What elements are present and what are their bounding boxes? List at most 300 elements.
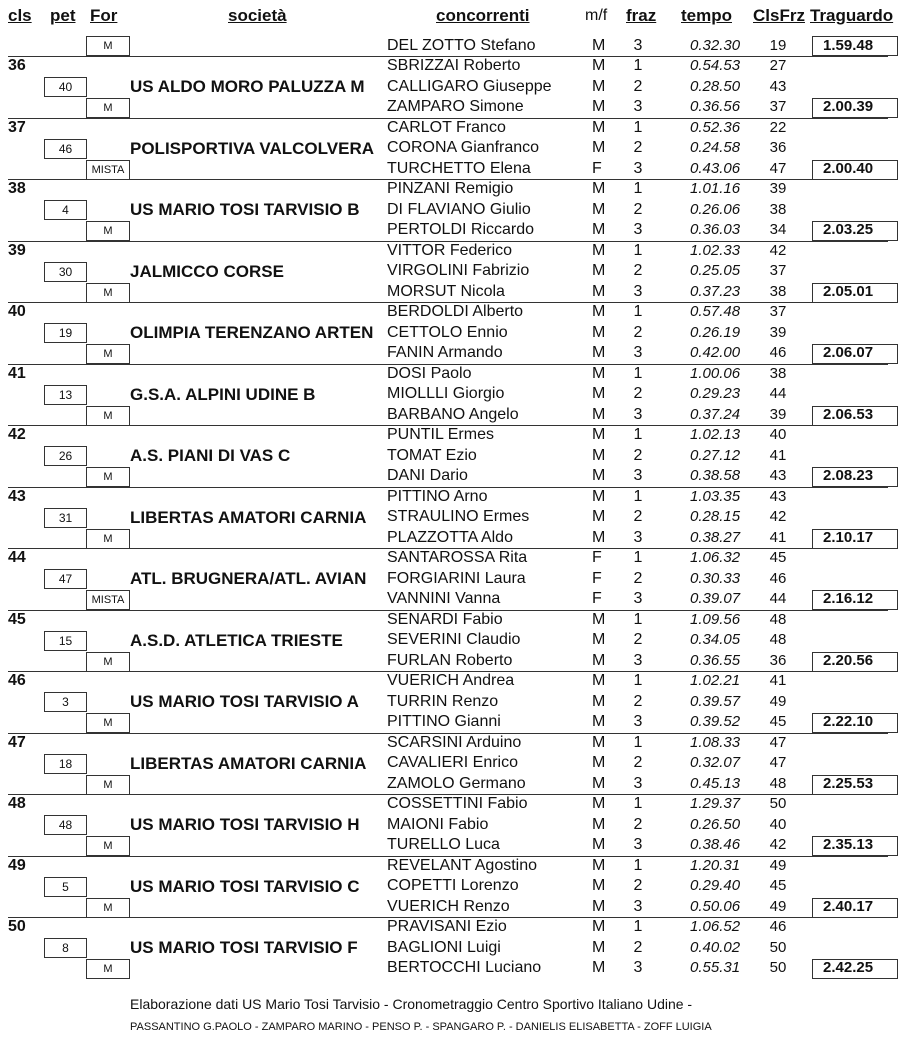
runner-clsfrz: 40 bbox=[769, 426, 787, 443]
header-fraz: fraz bbox=[626, 6, 657, 25]
runner-sex: M bbox=[592, 508, 606, 525]
runner-name: SANTAROSSA Rita bbox=[387, 549, 528, 566]
runner-clsfrz: 45 bbox=[769, 713, 787, 730]
runner-fraz: 3 bbox=[633, 159, 643, 177]
runner-clsfrz: 37 bbox=[769, 98, 787, 115]
runner-name: FURLAN Roberto bbox=[387, 651, 513, 669]
runner-time: 1.02.33 bbox=[690, 241, 741, 259]
runner-fraz: 2 bbox=[633, 631, 643, 648]
runner-time: 0.29.40 bbox=[690, 877, 741, 894]
runner-fraz: 3 bbox=[633, 836, 643, 853]
category-label: M bbox=[86, 283, 130, 303]
runner-time: 0.39.57 bbox=[690, 692, 741, 710]
runner-clsfrz: 48 bbox=[769, 631, 787, 648]
runner-name: FANIN Armando bbox=[387, 344, 503, 361]
runner-fraz: 3 bbox=[633, 37, 643, 54]
runner-clsfrz: 50 bbox=[769, 795, 787, 812]
runner-fraz: 1 bbox=[633, 118, 643, 136]
runner-row bbox=[0, 56, 910, 77]
bib-number: 40 bbox=[44, 77, 87, 97]
runner-sex: M bbox=[592, 918, 606, 935]
runner-name: VIRGOLINI Fabrizio bbox=[387, 262, 530, 279]
runner-sex: M bbox=[592, 262, 606, 279]
runner-clsfrz: 48 bbox=[769, 610, 787, 628]
runner-name: TURELLO Luca bbox=[387, 836, 500, 853]
runner-fraz: 2 bbox=[633, 508, 643, 525]
team-block bbox=[0, 671, 910, 733]
runner-name: TURRIN Renzo bbox=[387, 692, 499, 710]
runner-time: 0.39.52 bbox=[690, 713, 741, 730]
runner-time: 0.27.12 bbox=[690, 446, 741, 464]
runner-clsfrz: 50 bbox=[769, 959, 787, 976]
traguardo-time: 2.05.01 bbox=[823, 282, 874, 300]
team-rank: 50 bbox=[8, 918, 26, 935]
runner-row bbox=[0, 589, 910, 610]
runner-clsfrz: 45 bbox=[769, 877, 787, 894]
runner-fraz: 2 bbox=[633, 200, 643, 218]
traguardo-time: 2.42.25 bbox=[823, 959, 874, 976]
footer-staff: PASSANTINO G.PAOLO - ZAMPARO MARINO - PENSO P. - SPANGARO P. - DANIELIS ELISABETTA - ZOFF LUIGIA bbox=[130, 1021, 712, 1033]
runner-name: CALLIGARO Giuseppe bbox=[387, 77, 552, 95]
runner-sex: M bbox=[592, 631, 606, 648]
runner-name: BERDOLDI Alberto bbox=[387, 303, 524, 320]
runner-row bbox=[0, 343, 910, 364]
runner-row bbox=[0, 651, 910, 672]
team-name: LIBERTAS AMATORI CARNIA bbox=[130, 507, 367, 527]
runner-name: SEVERINI Claudio bbox=[387, 631, 521, 648]
runner-time: 0.42.00 bbox=[690, 344, 741, 361]
bib-number: 8 bbox=[44, 938, 87, 958]
runner-clsfrz: 49 bbox=[769, 897, 787, 915]
runner-name: TOMAT Ezio bbox=[387, 446, 477, 464]
header-mf: m/f bbox=[585, 7, 608, 24]
runner-clsfrz: 27 bbox=[769, 57, 787, 74]
runner-sex: M bbox=[592, 815, 606, 833]
runner-clsfrz: 41 bbox=[769, 446, 787, 464]
bib-number: 5 bbox=[44, 877, 87, 897]
runner-time: 0.32.07 bbox=[690, 754, 741, 771]
runner-clsfrz: 19 bbox=[769, 37, 787, 54]
runner-time: 0.28.50 bbox=[690, 77, 741, 95]
runner-clsfrz: 44 bbox=[769, 590, 787, 607]
bib-number: 3 bbox=[44, 692, 87, 712]
runner-fraz: 1 bbox=[633, 426, 643, 443]
runner-name: COSSETTINI Fabio bbox=[387, 795, 528, 812]
runner-row bbox=[0, 528, 910, 549]
runner-sex: M bbox=[592, 938, 606, 956]
runner-name: CARLOT Franco bbox=[387, 118, 506, 136]
header-concorrenti: concorrenti bbox=[436, 6, 530, 25]
runner-clsfrz: 46 bbox=[769, 918, 787, 935]
runner-time: 0.29.23 bbox=[690, 385, 741, 402]
runner-name: PITTINO Gianni bbox=[387, 713, 501, 730]
runner-name: PITTINO Arno bbox=[387, 487, 488, 505]
traguardo-time: 2.06.53 bbox=[823, 405, 874, 423]
runner-clsfrz: 41 bbox=[769, 528, 787, 546]
runner-name: MORSUT Nicola bbox=[387, 282, 505, 300]
team-rank: 47 bbox=[8, 733, 26, 751]
runner-clsfrz: 50 bbox=[769, 938, 787, 956]
runner-fraz: 1 bbox=[633, 303, 643, 320]
runner-name: BAGLIONI Luigi bbox=[387, 938, 501, 956]
runner-row bbox=[0, 733, 910, 754]
runner-clsfrz: 36 bbox=[769, 139, 787, 156]
runner-fraz: 3 bbox=[633, 897, 643, 915]
bib-number: 46 bbox=[44, 139, 87, 159]
runner-time: 1.00.06 bbox=[690, 364, 741, 382]
runner-clsfrz: 37 bbox=[769, 262, 787, 279]
runner-sex: M bbox=[592, 528, 606, 546]
runner-sex: M bbox=[592, 282, 606, 300]
runner-time: 1.02.13 bbox=[690, 426, 741, 443]
runner-sex: M bbox=[592, 651, 606, 669]
runner-row bbox=[0, 302, 910, 323]
runner-sex: M bbox=[592, 713, 606, 730]
bib-number: 26 bbox=[44, 446, 87, 466]
team-rank: 42 bbox=[8, 426, 26, 443]
runner-sex: M bbox=[592, 692, 606, 710]
runner-name: STRAULINO Ermes bbox=[387, 508, 530, 525]
runner-name: ZAMPARO Simone bbox=[387, 98, 524, 115]
runner-fraz: 3 bbox=[633, 713, 643, 730]
category-label: M bbox=[86, 959, 130, 979]
runner-time: 0.54.53 bbox=[690, 57, 741, 74]
runner-sex: M bbox=[592, 733, 606, 751]
team-rank: 45 bbox=[8, 610, 26, 628]
runner-fraz: 2 bbox=[633, 938, 643, 956]
for-label: M bbox=[86, 36, 130, 56]
runner-sex: M bbox=[592, 959, 606, 976]
runner-row bbox=[0, 958, 910, 979]
category-label: M bbox=[86, 221, 130, 241]
runner-fraz: 1 bbox=[633, 610, 643, 628]
team-rank: 38 bbox=[8, 180, 26, 197]
category-label: M bbox=[86, 406, 130, 426]
runner-clsfrz: 47 bbox=[769, 754, 787, 771]
runner-fraz: 3 bbox=[633, 774, 643, 792]
runner-sex: M bbox=[592, 221, 606, 238]
team-block bbox=[0, 118, 910, 180]
runner-sex: M bbox=[592, 303, 606, 320]
runner-clsfrz: 43 bbox=[769, 77, 787, 95]
runner-time: 0.37.23 bbox=[690, 282, 741, 300]
runner-sex: M bbox=[592, 856, 606, 874]
runner-name: CETTOLO Ennio bbox=[387, 323, 508, 341]
team-rank: 37 bbox=[8, 118, 26, 136]
top-partial-row bbox=[0, 34, 910, 56]
team-block bbox=[0, 610, 910, 672]
traguardo-time: 2.35.13 bbox=[823, 836, 874, 853]
team-rank: 44 bbox=[8, 549, 26, 566]
runner-fraz: 1 bbox=[633, 856, 643, 874]
runner-time: 1.06.52 bbox=[690, 918, 741, 935]
runner-fraz: 3 bbox=[633, 651, 643, 669]
category-label: M bbox=[86, 529, 130, 549]
team-block bbox=[0, 917, 910, 979]
team-name: US MARIO TOSI TARVISIO F bbox=[130, 938, 358, 957]
runner-row bbox=[0, 548, 910, 569]
runner-row bbox=[0, 241, 910, 262]
runner-sex: M bbox=[592, 754, 606, 771]
header-clsfrz: ClsFrz bbox=[753, 6, 805, 25]
runner-name: VUERICH Andrea bbox=[387, 672, 515, 689]
runner-time: 0.36.56 bbox=[690, 98, 741, 115]
runner-time: 0.26.50 bbox=[690, 815, 741, 833]
traguardo-time: 2.06.07 bbox=[823, 344, 874, 361]
runner-name: SENARDI Fabio bbox=[387, 610, 503, 628]
runner-time: 0.45.13 bbox=[690, 774, 741, 792]
header-tempo: tempo bbox=[681, 6, 732, 25]
header-for: For bbox=[90, 6, 118, 25]
team-name: LIBERTAS AMATORI CARNIA bbox=[130, 753, 367, 773]
runner-time: 0.40.02 bbox=[690, 938, 741, 956]
runner-row bbox=[0, 159, 910, 180]
bib-number: 48 bbox=[44, 815, 87, 835]
traguardo-time: 2.08.23 bbox=[823, 467, 874, 484]
runner-sex: M bbox=[592, 364, 606, 382]
team-block bbox=[0, 179, 910, 241]
category-label: M bbox=[86, 467, 130, 487]
runner-fraz: 1 bbox=[633, 241, 643, 259]
runner-time: 1.06.32 bbox=[690, 549, 741, 566]
runner-sex: M bbox=[592, 200, 606, 218]
category-label: M bbox=[86, 898, 130, 918]
runner-row bbox=[0, 118, 910, 139]
bib-number: 30 bbox=[44, 262, 87, 282]
runner-fraz: 2 bbox=[633, 262, 643, 279]
runner-clsfrz: 45 bbox=[769, 549, 787, 566]
runner-name: REVELANT Agostino bbox=[387, 856, 538, 874]
runner-row bbox=[0, 753, 910, 774]
runner-row bbox=[0, 220, 910, 241]
category-label: M bbox=[86, 344, 130, 364]
team-block bbox=[0, 364, 910, 426]
team-block bbox=[0, 302, 910, 364]
team-block bbox=[0, 733, 910, 795]
runner-row bbox=[0, 610, 910, 631]
runner-sex: M bbox=[592, 795, 606, 812]
team-block bbox=[0, 241, 910, 303]
traguardo-time: 2.00.39 bbox=[823, 98, 874, 115]
runner-name: PUNTIL Ermes bbox=[387, 426, 494, 443]
runner-fraz: 1 bbox=[633, 57, 643, 74]
runner-fraz: 2 bbox=[633, 692, 643, 710]
runner-sex: M bbox=[592, 610, 606, 628]
runner-clsfrz: 22 bbox=[769, 118, 787, 136]
runner-sex: M bbox=[592, 118, 606, 136]
runner-clsfrz: 42 bbox=[769, 836, 787, 853]
runner-fraz: 2 bbox=[633, 815, 643, 833]
runner-row bbox=[0, 364, 910, 385]
runner-fraz: 3 bbox=[633, 282, 643, 300]
runner-time: 0.43.06 bbox=[690, 159, 741, 177]
runner-sex: M bbox=[592, 426, 606, 443]
header-cls: cls bbox=[8, 6, 32, 25]
runner-time: 0.34.05 bbox=[690, 631, 741, 648]
runner-name: MAIONI Fabio bbox=[387, 815, 489, 833]
runner-fraz: 3 bbox=[633, 221, 643, 238]
runner-row bbox=[0, 97, 910, 118]
traguardo-time: 2.25.53 bbox=[823, 774, 874, 792]
category-label: M bbox=[86, 836, 130, 856]
runner-row bbox=[0, 466, 910, 487]
runner-sex: M bbox=[592, 344, 606, 361]
runner-fraz: 2 bbox=[633, 446, 643, 464]
runner-row bbox=[0, 384, 910, 405]
runner-sex: M bbox=[592, 836, 606, 853]
runner-name: VITTOR Federico bbox=[387, 241, 513, 259]
runner-sex: M bbox=[592, 446, 606, 464]
runner-fraz: 2 bbox=[633, 323, 643, 341]
runner-clsfrz: 44 bbox=[769, 385, 787, 402]
runner-row bbox=[0, 179, 910, 200]
team-name: G.S.A. ALPINI UDINE B bbox=[130, 384, 316, 404]
runner-sex: M bbox=[592, 98, 606, 115]
runner-fraz: 3 bbox=[633, 405, 643, 423]
team-name: ATL. BRUGNERA/ATL. AVIAN bbox=[130, 569, 367, 588]
category-label: M bbox=[86, 98, 130, 118]
runner-name: PLAZZOTTA Aldo bbox=[387, 528, 513, 546]
runner-row bbox=[0, 77, 910, 98]
runner-name: COPETTI Lorenzo bbox=[387, 877, 519, 894]
runner-fraz: 3 bbox=[633, 467, 643, 484]
runner-clsfrz: 39 bbox=[769, 180, 787, 197]
results-table bbox=[0, 56, 910, 979]
traguardo-time: 1.59.48 bbox=[823, 37, 874, 54]
runner-time: 1.03.35 bbox=[690, 487, 741, 505]
runner-time: 0.32.30 bbox=[690, 37, 741, 54]
runner-row bbox=[0, 569, 910, 590]
runner-row bbox=[0, 917, 910, 938]
category-label: MISTA bbox=[86, 590, 130, 610]
runner-sex: M bbox=[592, 405, 606, 423]
runner-row bbox=[0, 425, 910, 446]
runner-sex: M bbox=[592, 323, 606, 341]
runner-row bbox=[0, 815, 910, 836]
team-block bbox=[0, 56, 910, 118]
runner-time: 1.08.33 bbox=[690, 733, 741, 751]
runner-clsfrz: 43 bbox=[769, 487, 787, 505]
runner-name: VANNINI Vanna bbox=[387, 590, 501, 607]
runner-time: 1.20.31 bbox=[690, 856, 741, 874]
runner-sex: M bbox=[592, 877, 606, 894]
runner-row bbox=[0, 282, 910, 303]
runner-time: 0.36.55 bbox=[690, 651, 741, 669]
runner-fraz: 1 bbox=[633, 672, 643, 689]
runner-clsfrz: 38 bbox=[769, 282, 787, 300]
runner-name: CORONA Gianfranco bbox=[387, 139, 540, 156]
category-label: M bbox=[86, 652, 130, 672]
runner-sex: F bbox=[592, 590, 602, 607]
runner-row bbox=[0, 261, 910, 282]
runner-time: 1.01.16 bbox=[690, 180, 741, 197]
runner-fraz: 3 bbox=[633, 98, 643, 115]
runner-clsfrz: 42 bbox=[769, 508, 787, 525]
bib-number: 47 bbox=[44, 569, 87, 589]
runner-name: ZAMOLO Germano bbox=[387, 774, 526, 792]
team-block bbox=[0, 548, 910, 610]
runner-time: 0.26.06 bbox=[690, 200, 741, 218]
runner-name: SCARSINI Arduino bbox=[387, 733, 522, 751]
runner-name: DANI Dario bbox=[387, 467, 468, 484]
runner-fraz: 1 bbox=[633, 918, 643, 935]
runner-name: CAVALIERI Enrico bbox=[387, 754, 519, 771]
runner-clsfrz: 34 bbox=[769, 221, 787, 238]
team-rank: 46 bbox=[8, 672, 26, 689]
category-label: MISTA bbox=[86, 160, 130, 180]
runner-fraz: 2 bbox=[633, 754, 643, 771]
team-name: JALMICCO CORSE bbox=[130, 261, 284, 281]
traguardo-time: 2.03.25 bbox=[823, 221, 874, 238]
runner-clsfrz: 38 bbox=[769, 200, 787, 218]
runner-time: 1.02.21 bbox=[690, 672, 741, 689]
runner-time: 0.24.58 bbox=[690, 139, 741, 156]
runner-time: 0.30.33 bbox=[690, 569, 741, 587]
team-name: US MARIO TOSI TARVISIO A bbox=[130, 692, 359, 711]
runner-clsfrz: 49 bbox=[769, 856, 787, 874]
runner-time: 0.28.15 bbox=[690, 508, 741, 525]
bib-number: 18 bbox=[44, 754, 87, 774]
traguardo-time: 2.10.17 bbox=[823, 528, 874, 546]
runner-clsfrz: 43 bbox=[769, 467, 787, 484]
header-traguardo: Traguardo bbox=[810, 6, 894, 25]
runner-row bbox=[0, 835, 910, 856]
runner-row bbox=[0, 405, 910, 426]
team-block bbox=[0, 794, 910, 856]
runner-time: 0.38.27 bbox=[690, 528, 741, 546]
runner-sex: F bbox=[592, 569, 602, 587]
runner-row bbox=[0, 323, 910, 344]
header-societa: società bbox=[228, 6, 287, 25]
runner-fraz: 1 bbox=[633, 549, 643, 566]
runner-fraz: 2 bbox=[633, 877, 643, 894]
team-name: US MARIO TOSI TARVISIO H bbox=[130, 815, 360, 834]
runner-clsfrz: 46 bbox=[769, 569, 787, 587]
team-name: POLISPORTIVA VALCOLVERA bbox=[130, 138, 374, 158]
runner-row bbox=[0, 446, 910, 467]
team-rank: 43 bbox=[8, 487, 26, 505]
runner-clsfrz: 46 bbox=[769, 344, 787, 361]
runner-fraz: 3 bbox=[633, 959, 643, 976]
team-rank: 48 bbox=[8, 795, 26, 812]
runner-time: 0.39.07 bbox=[690, 590, 741, 607]
runner-sex: F bbox=[592, 159, 602, 177]
runner-name: MIOLLLI Giorgio bbox=[387, 385, 505, 402]
runner-name: PINZANI Remigio bbox=[387, 180, 514, 197]
team-name: OLIMPIA TERENZANO ARTEN bbox=[130, 323, 374, 342]
team-name: US ALDO MORO PALUZZA M bbox=[130, 77, 365, 96]
runner-clsfrz: 41 bbox=[769, 672, 787, 689]
runner-sex: M bbox=[592, 57, 606, 74]
runner-sex: M bbox=[592, 385, 606, 402]
team-rank: 36 bbox=[8, 57, 26, 74]
runner-fraz: 1 bbox=[633, 364, 643, 382]
runner-clsfrz: 37 bbox=[769, 303, 787, 320]
runner-name: PRAVISANI Ezio bbox=[387, 918, 507, 935]
team-rank: 40 bbox=[8, 303, 26, 320]
runner-clsfrz: 47 bbox=[769, 733, 787, 751]
runner-row bbox=[0, 774, 910, 795]
traguardo-time: 2.20.56 bbox=[823, 651, 874, 669]
runner-clsfrz: 40 bbox=[769, 815, 787, 833]
runner-sex: M bbox=[592, 37, 606, 54]
runner-row bbox=[0, 712, 910, 733]
runner-row bbox=[0, 897, 910, 918]
runner-time: 0.55.31 bbox=[690, 959, 741, 976]
team-name: US MARIO TOSI TARVISIO C bbox=[130, 876, 360, 896]
runner-name: DI FLAVIANO Giulio bbox=[387, 200, 531, 218]
runner-fraz: 1 bbox=[633, 487, 643, 505]
